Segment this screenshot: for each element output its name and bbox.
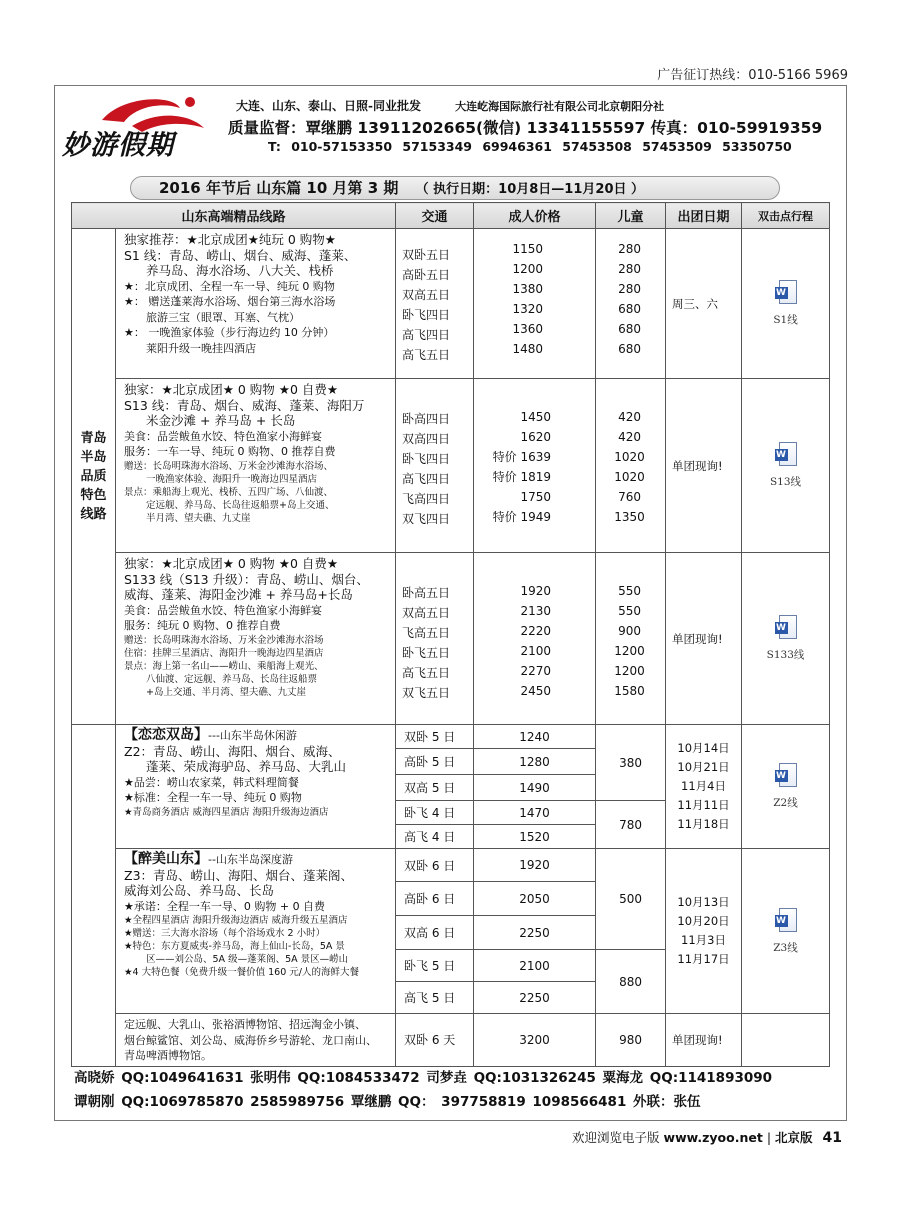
desc-line: +岛上交通、半月湾、望夫礁、九丈崖 <box>146 686 306 698</box>
transport-item: 卧高四日 <box>402 412 451 426</box>
child-price: 1200 <box>614 644 645 658</box>
desc-line: 养马岛、海水浴场、八大关、栈桥 <box>146 263 334 278</box>
header-date: 出团日期 <box>666 203 742 229</box>
child-price: 1020 <box>614 470 645 484</box>
wholesale-text: 大连、山东、泰山、日照-同业批发 <box>236 99 421 113</box>
price-item: 1450 <box>520 410 552 424</box>
z3-dates <box>666 849 742 1014</box>
child-price: 1580 <box>614 684 645 698</box>
z2-child-a: 380 <box>596 725 666 801</box>
z2-transport: 卧飞 4 日 <box>396 801 474 825</box>
word-doc-icon[interactable]: W <box>775 442 797 468</box>
region-char: 特色 <box>80 488 107 503</box>
s133-date: 单团现询! <box>666 553 742 725</box>
desc-line: Z2：青岛、崂山、海阳、烟台、威海、 <box>124 743 341 759</box>
desc-line: 八仙渡、定远舰、养马岛、长岛往返船票 <box>146 673 318 685</box>
z3-transport: 高卧 6 日 <box>396 882 474 916</box>
period-title: 2016 年节后 山东篇 10 月第 3 期 <box>159 179 399 197</box>
transport-item: 双高四日 <box>402 432 451 446</box>
logo <box>62 92 242 162</box>
route-s1 <box>72 229 830 379</box>
child-price: 680 <box>618 322 641 336</box>
price-item: 1150 <box>512 242 544 256</box>
header-transport: 交通 <box>396 203 474 229</box>
transport-item: 高飞四日 <box>402 328 451 342</box>
price-item: 特价 1819 <box>492 470 552 484</box>
transport-item: 双高五日 <box>402 606 451 620</box>
doc-label: Z3线 <box>773 941 798 954</box>
route-extra <box>72 1014 830 1067</box>
z2-dates <box>666 725 742 849</box>
region-char: 线路 <box>80 507 107 522</box>
route-s133 <box>72 553 830 725</box>
price-item: 特价 1949 <box>492 510 552 524</box>
footer-url[interactable]: www.zyoo.net <box>663 1130 763 1145</box>
desc-line: 美食：品尝鲅鱼水饺、特色渔家小海鲜宴 <box>124 429 322 443</box>
desc-line: ★青岛商务酒店 威海四星酒店 海阳升级海边酒店 <box>124 806 329 818</box>
period-bar <box>130 176 780 200</box>
price-item: 1480 <box>512 342 544 356</box>
child-price: 280 <box>618 242 641 256</box>
desc-line: ★4 大特色餐（免费升级一餐价值 160 元/人的海鲜大餐 <box>124 967 359 978</box>
z3-child-a: 500 <box>596 849 666 950</box>
price-item: 1620 <box>520 430 552 444</box>
desc-line: 独家推荐：★北京成团★纯玩 0 购物★ <box>124 232 337 247</box>
transport-item: 高飞四日 <box>402 472 451 486</box>
s13-transport <box>396 379 474 553</box>
region-blank <box>72 849 116 1067</box>
z2-child-b: 780 <box>596 801 666 849</box>
region-blank <box>72 801 116 849</box>
header-adult: 成人价格 <box>474 203 596 229</box>
date-item: 10月13日 <box>677 895 730 909</box>
desc-line: S13 线：青岛、烟台、威海、蓬莱、海阳万 <box>124 397 365 413</box>
ad-hotline: 广告征订热线：010-5166 5969 <box>657 68 848 83</box>
transport-item: 双卧五日 <box>402 248 451 262</box>
s1-date: 周三、六 <box>666 229 742 379</box>
desc-line: 定远舰、大乳山、张裕酒博物馆、招远淘金小镇、 <box>124 1018 366 1031</box>
region-char: 品质 <box>80 469 107 484</box>
transport-item: 卧飞四日 <box>402 452 451 466</box>
extra-adult: 3200 <box>474 1014 596 1067</box>
doc-label: Z2线 <box>773 797 798 809</box>
word-doc-icon[interactable]: W <box>775 908 797 934</box>
price-item: 1320 <box>512 302 544 316</box>
desc-line: ★：北京成团、全程一车一导、纯玩 0 购物 <box>124 279 335 293</box>
desc-line: 赠送：长岛明珠海水浴场、万米金沙滩海水浴场、 <box>124 460 334 472</box>
desc-line: 青岛啤酒博物馆。 <box>124 1049 212 1062</box>
s1-doc-link[interactable] <box>742 229 830 379</box>
child-price: 1020 <box>614 450 645 464</box>
desc-line: 半月湾、望夫礁、九丈崖 <box>146 512 251 524</box>
desc-line: S1 线：青岛、崂山、烟台、威海、蓬莱、 <box>124 247 357 263</box>
z3-adult: 2250 <box>474 982 596 1014</box>
date-item: 11月17日 <box>677 952 730 966</box>
z3-adult: 2250 <box>474 916 596 950</box>
route-sub: --山东半岛深度游 <box>208 853 293 866</box>
desc-line: ★标准：全程一车一导、纯玩 0 购物 <box>124 791 302 804</box>
contacts-line-2: 谭朝刚 QQ:1069785870 2585989756 覃继鹏 QQ： 397758819 1098566481 外联：张伍 <box>74 1094 701 1110</box>
desc-line: 服务：一车一导、纯玩 0 购物、0 推荐自费 <box>124 445 336 458</box>
footer-separator: | <box>766 1130 772 1145</box>
s13-child <box>596 379 666 553</box>
date-item: 10月21日 <box>677 760 730 774</box>
s133-child <box>596 553 666 725</box>
price-item: 2220 <box>520 624 552 638</box>
z2-adult: 1470 <box>474 801 596 825</box>
contacts-line-1: 高晓娇 QQ:1049641631 张明伟 QQ:1084533472 司梦垚 QQ:1031326245 粟海龙 QQ:1141893090 <box>74 1070 773 1086</box>
transport-item: 卧高五日 <box>402 586 451 600</box>
z3-transport: 双卧 6 日 <box>396 849 474 882</box>
desc-line: ★： 一晚渔家体验（步行海边约 10 分钟） <box>124 326 335 339</box>
z2-adult: 1280 <box>474 749 596 775</box>
date-item: 10月14日 <box>677 741 730 755</box>
price-item: 1920 <box>520 584 552 598</box>
child-price: 280 <box>618 282 641 296</box>
child-price: 550 <box>618 604 641 618</box>
price-item: 2130 <box>520 604 552 618</box>
table-header-row <box>72 203 830 229</box>
region-char: 半岛 <box>80 450 107 465</box>
price-item: 1380 <box>512 282 544 296</box>
desc-line: 独家：★北京成团★ 0 购物 ★0 自费★ <box>124 556 339 571</box>
z2-desc <box>116 725 396 849</box>
doc-label: S133线 <box>766 649 805 661</box>
desc-line: 服务：纯玩 0 购物、0 推荐自费 <box>124 619 281 632</box>
child-price: 420 <box>618 410 641 424</box>
extra-doc-blank <box>742 1014 830 1067</box>
desc-line: 米金沙滩 + 养马岛 + 长岛 <box>146 413 296 428</box>
price-item: 特价 1639 <box>492 450 552 464</box>
extra-transport: 双卧 6 天 <box>396 1014 474 1067</box>
footer-welcome: 欢迎浏览电子版 <box>572 1130 660 1145</box>
doc-label: S13线 <box>769 476 802 488</box>
price-item: 2270 <box>520 664 552 678</box>
route-sub: ---山东半岛休闲游 <box>208 729 297 742</box>
z3-adult: 2100 <box>474 950 596 982</box>
child-price: 680 <box>618 302 641 316</box>
transport-item: 高卧五日 <box>402 268 451 282</box>
child-price: 550 <box>618 584 641 598</box>
price-item: 2100 <box>520 644 552 658</box>
desc-line: ★特色：东方夏威夷-养马岛，海上仙山-长岛，5A 景 <box>124 941 345 952</box>
desc-line: ★承诺：全程一车一导、0 购物 + 0 自费 <box>124 899 326 913</box>
desc-line: 威海刘公岛、养马岛、长岛 <box>124 883 275 898</box>
footer-edition: 北京版 <box>775 1130 813 1145</box>
extra-desc <box>116 1014 396 1067</box>
z2-transport: 双卧 5 日 <box>396 725 474 749</box>
price-item: 1750 <box>520 490 552 504</box>
z3-adult: 1920 <box>474 849 596 882</box>
desc-line: 定远舰、养马岛、长岛往返船票+岛上交通、 <box>146 499 335 511</box>
date-item: 11月4日 <box>681 779 726 793</box>
desc-line: 一晚渔家体验、海阳升一晚海边四星酒店 <box>146 473 318 485</box>
desc-line: 赠送：长岛明珠海水浴场、万米金沙滩海水浴场 <box>124 634 324 646</box>
child-price: 760 <box>618 490 641 504</box>
transport-item: 飞高四日 <box>402 492 451 506</box>
route-table <box>71 202 830 1067</box>
desc-line: 蓬莱、荣成海驴岛、养马岛、大乳山 <box>146 759 347 774</box>
extra-date: 单团现询! <box>666 1014 742 1067</box>
date-item: 10月20日 <box>677 914 730 928</box>
z3-transport: 卧飞 5 日 <box>396 950 474 982</box>
footer <box>572 1128 842 1146</box>
transport-item: 双飞五日 <box>402 686 451 700</box>
date-item: 11月11日 <box>677 798 730 812</box>
logo-text: 妙游假期 <box>62 130 174 161</box>
date-item: 11月18日 <box>677 817 730 831</box>
desc-line: 美食：品尝鲅鱼水饺、特色渔家小海鲜宴 <box>124 603 322 617</box>
desc-line: 旅游三宝（眼罩、耳塞、气枕） <box>146 310 300 324</box>
extra-child: 980 <box>596 1014 666 1067</box>
s1-transport <box>396 229 474 379</box>
child-price: 280 <box>618 262 641 276</box>
desc-line: ★品尝：崂山农家菜，韩式料理简餐 <box>124 775 299 789</box>
price-item: 2450 <box>520 684 552 698</box>
route-z3 <box>72 849 830 882</box>
desc-line: 威海、蓬莱、海阳金沙滩 + 养马岛+长岛 <box>124 587 353 602</box>
header-title: 山东高端精品线路 <box>72 203 396 229</box>
desc-line: 住宿：挂牌三星酒店、海阳升一晚海边四星酒店 <box>124 647 324 659</box>
child-price: 1200 <box>614 664 645 678</box>
z2-adult: 1520 <box>474 825 596 849</box>
region-blank <box>72 725 116 801</box>
child-price: 680 <box>618 342 641 356</box>
s133-doc-link[interactable] <box>742 553 830 725</box>
price-item: 1200 <box>512 262 544 276</box>
region-char: 青岛 <box>80 431 107 446</box>
child-price: 900 <box>618 624 641 638</box>
route-z2 <box>72 725 830 749</box>
header-wholesale <box>236 97 664 114</box>
transport-item: 飞高五日 <box>402 626 451 640</box>
s133-transport <box>396 553 474 725</box>
z2-doc-link[interactable] <box>742 725 830 849</box>
child-price: 420 <box>618 430 641 444</box>
s1-adult <box>474 229 596 379</box>
transport-item: 双高五日 <box>402 288 451 302</box>
desc-line: S133 线（S13 升级）：青岛、崂山、烟台、 <box>124 571 369 587</box>
header-child: 儿童 <box>596 203 666 229</box>
s13-doc-link[interactable] <box>742 379 830 553</box>
date-item: 11月3日 <box>681 933 726 947</box>
s13-desc <box>116 379 396 553</box>
price-item: 1360 <box>512 322 544 336</box>
z3-doc-link[interactable] <box>742 849 830 1014</box>
agency-name: 大连屹海国际旅行社有限公司北京朝阳分社 <box>455 100 665 113</box>
z3-transport: 双高 6 日 <box>396 916 474 950</box>
desc-line: 景点：乘船海上观光、栈桥、五四广场、八仙渡、 <box>124 486 334 498</box>
desc-line: 景点：海上第一名山——崂山、乘船海上观光、 <box>124 660 324 672</box>
s1-child <box>596 229 666 379</box>
s1-desc <box>116 229 396 379</box>
desc-line: 莱阳升级一晚挂四酒店 <box>146 341 256 355</box>
route-name: 【醉美山东】 <box>124 851 208 867</box>
transport-item: 高飞五日 <box>402 666 451 680</box>
header-phones: T: 010-57153350 57153349 69946361 57453508 57453509 53350750 <box>268 139 792 154</box>
exec-dates: （ 执行日期：10月8日—11月20日 ） <box>415 182 645 197</box>
header-supervision: 质量监督：覃继鹏 13911202665(微信) 13341155597 传真：010-59919359 <box>228 119 823 137</box>
z3-desc <box>116 849 396 1014</box>
desc-line: 区——刘公岛、5A 级—蓬莱阁、5A 景区—崂山 <box>146 954 349 965</box>
doc-label: S1线 <box>773 314 798 326</box>
word-doc-icon[interactable]: W <box>775 615 797 641</box>
desc-line: 独家：★北京成团★ 0 购物 ★0 自费★ <box>124 382 339 397</box>
z3-transport: 高飞 5 日 <box>396 982 474 1014</box>
s13-date: 单团现询! <box>666 379 742 553</box>
transport-item: 卧飞五日 <box>402 646 451 660</box>
z3-child-b: 880 <box>596 950 666 1014</box>
z3-adult: 2050 <box>474 882 596 916</box>
transport-item: 卧飞四日 <box>402 308 451 322</box>
region-label <box>72 229 116 725</box>
route-name: 【恋恋双岛】 <box>124 727 208 743</box>
child-price: 1350 <box>614 510 645 524</box>
z2-transport: 双高 5 日 <box>396 775 474 801</box>
s133-adult <box>474 553 596 725</box>
z2-adult: 1490 <box>474 775 596 801</box>
z2-adult: 1240 <box>474 725 596 749</box>
word-doc-icon[interactable]: W <box>775 763 797 789</box>
desc-line: ★赠送：三大海水浴场（每个浴场戏水 2 小时） <box>124 928 326 939</box>
desc-line: Z3：青岛、崂山、海阳、烟台、蓬莱阁、 <box>124 867 354 883</box>
z2-transport: 高卧 5 日 <box>396 749 474 775</box>
transport-item: 高飞五日 <box>402 348 451 362</box>
desc-line: 烟台鲸鲨馆、刘公岛、威海侨乡号游轮、龙口南山、 <box>124 1033 377 1047</box>
desc-line: ★： 赠送蓬莱海水浴场、烟台第三海水浴场 <box>124 295 336 308</box>
word-doc-icon[interactable]: W <box>775 280 797 306</box>
s13-adult <box>474 379 596 553</box>
route-s13 <box>72 379 830 553</box>
desc-line: ★全程四星酒店 海阳升级海边酒店 威海升级五星酒店 <box>124 915 348 926</box>
s133-desc <box>116 553 396 725</box>
z2-transport: 高飞 4 日 <box>396 825 474 849</box>
header-doc: 双击点行程 <box>742 203 830 229</box>
transport-item: 双飞四日 <box>402 512 451 526</box>
page-number: 41 <box>822 1130 842 1146</box>
